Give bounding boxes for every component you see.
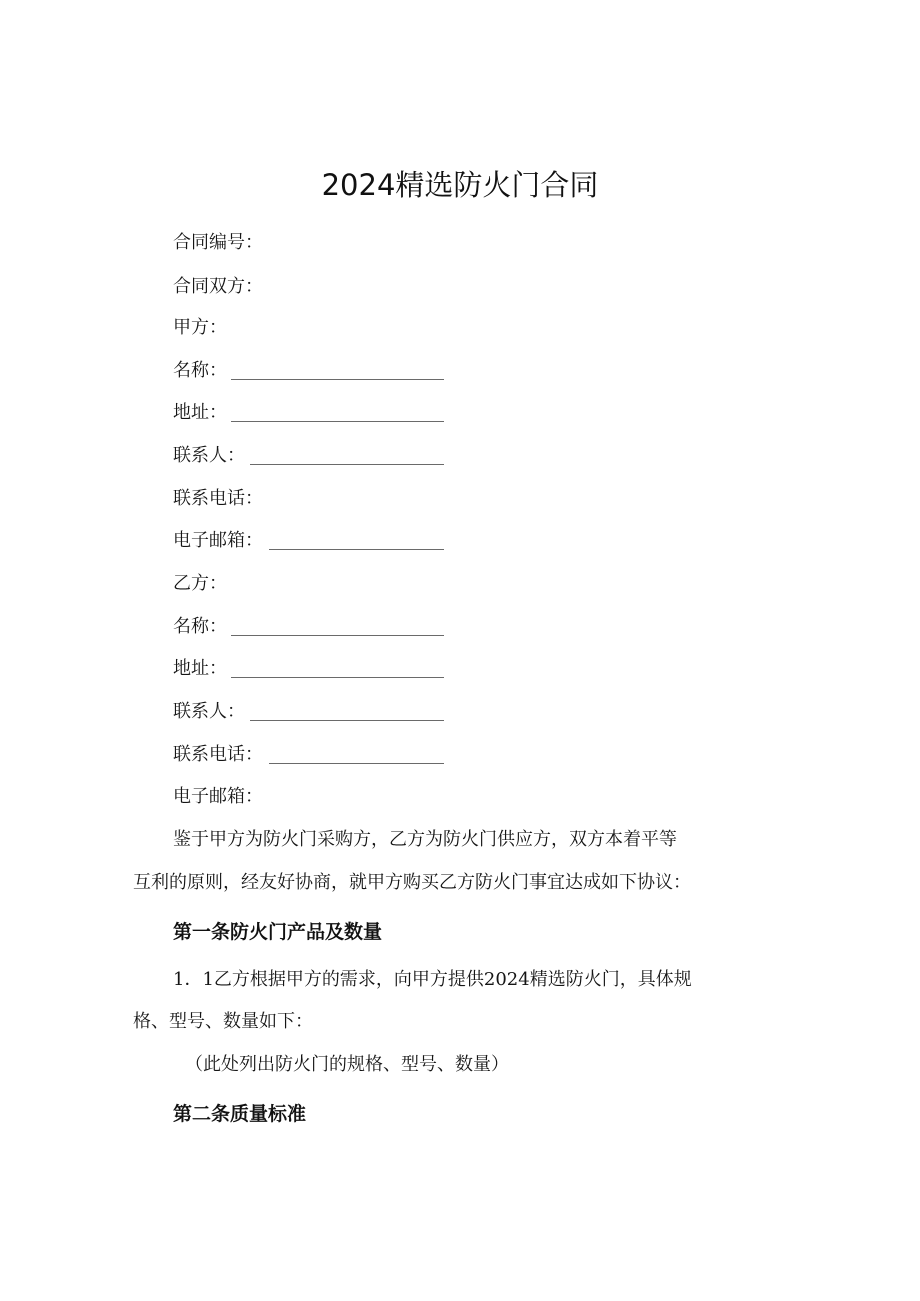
party-a-phone-label: 联系电话： — [173, 488, 263, 509]
party-b-address-row — [173, 657, 227, 681]
document-title: 2024精选防火门合同 — [321, 168, 599, 202]
party-a-address-row — [173, 401, 227, 425]
party-a-name-row — [173, 359, 227, 383]
article-1-heading: 第一条防火门产品及数量 — [173, 921, 383, 943]
party-a-name-label: 名称： — [173, 360, 227, 381]
party-b-email-label: 电子邮箱： — [173, 786, 263, 807]
contract-parties-label: 合同双方： — [173, 276, 263, 297]
party-b-name-fill-line — [231, 635, 444, 636]
party-a-email-row — [173, 529, 263, 553]
party-a-name-fill-line — [231, 379, 444, 380]
party-a-address-fill-line — [231, 421, 444, 422]
clause-1-1-line-1: 1．1乙方根据甲方的需求，向甲方提供2024精选防火门，具体规 — [173, 969, 692, 990]
preamble-line-1: 鉴于甲方为防火门采购方，乙方为防火门供应方，双方本着平等 — [173, 829, 677, 850]
party-b-contact-row — [173, 700, 245, 724]
preamble-line-2: 互利的原则，经友好协商，就甲方购买乙方防火门事宜达成如下协议： — [133, 872, 691, 893]
spec-placeholder-note: （此处列出防火门的规格、型号、数量） — [185, 1054, 509, 1075]
contract-number-label: 合同编号： — [173, 232, 263, 253]
party-b-phone-label: 联系电话： — [173, 744, 263, 765]
party-b-contact-fill-line — [250, 720, 444, 721]
clause-1-1-line-2: 格、型号、数量如下： — [133, 1011, 313, 1032]
article-2-heading: 第二条质量标准 — [173, 1103, 307, 1125]
party-b-phone-row — [173, 743, 263, 767]
party-b-email-row — [173, 785, 263, 809]
party-a-contact-label: 联系人： — [173, 445, 245, 466]
party-a-contact-row — [173, 444, 245, 468]
party-b-name-label: 名称： — [173, 616, 227, 637]
party-b-contact-label: 联系人： — [173, 701, 245, 722]
party-a-contact-fill-line — [250, 464, 444, 465]
party-b-phone-fill-line — [269, 763, 444, 764]
party-a-email-label: 电子邮箱： — [173, 530, 263, 551]
party-a-phone-row — [173, 487, 263, 511]
party-b-address-fill-line — [231, 677, 444, 678]
party-a-address-label: 地址： — [173, 402, 227, 423]
party-b-heading: 乙方： — [173, 573, 227, 594]
party-a-heading: 甲方： — [173, 317, 227, 338]
party-a-email-fill-line — [269, 549, 444, 550]
party-b-name-row — [173, 615, 227, 639]
party-b-address-label: 地址： — [173, 658, 227, 679]
